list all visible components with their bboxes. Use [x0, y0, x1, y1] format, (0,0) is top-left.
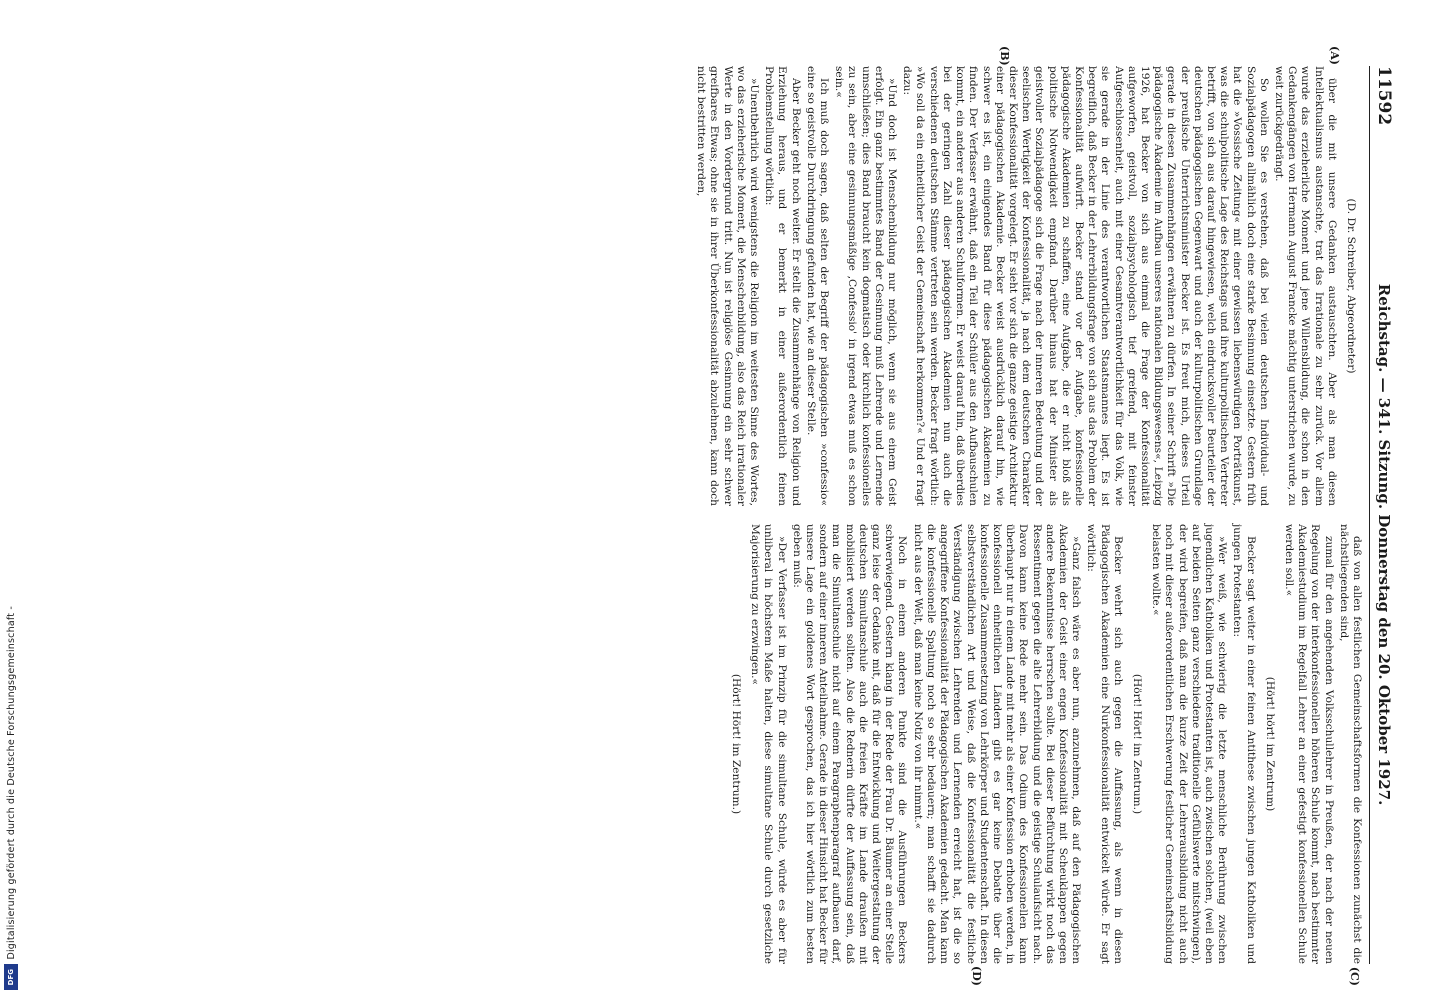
interjection: (Hört! hört! im Zentrum)	[1263, 676, 1276, 812]
digitization-note: Digitalisierung gefördert durch die Deutsche Forschungsgemeinschaft -	[5, 606, 17, 960]
page-title: Reichstag. — 341. Sitzung. Donnerstag den 20. Oktober 1927.	[1375, 283, 1393, 806]
dfg-logo: DFG	[4, 964, 18, 990]
speaker-line: (D. Dr. Schreiber, Abgeordneter)	[1345, 198, 1357, 374]
quote-paragraph: »Unentbehrlich wird wenigstens die Religion im weitesten Sinne des Wortes, wo das erzieherische Moment, die Menschenbildung, also das Reich irrationaler Werte in den Vordergrund tritt. Nun ist religiöse Gesinnung ein sehr schwer greifbares Etwas; ohne sie in ihrer Überkonfessionalität abzulehnen, kann doch nicht bestritten werden,	[695, 66, 761, 506]
left-column	[692, 46, 1363, 506]
text-columns	[692, 46, 1363, 986]
page-header	[1369, 66, 1394, 964]
right-column	[692, 524, 1363, 986]
margin-marker-a: (A)	[1328, 46, 1341, 65]
margin-marker-b: (B)	[998, 46, 1011, 66]
paragraph: daß von allen festlichen Gemeinschaftsformen die Konfessionen zunächst die nächstliegenden sind,	[1337, 524, 1363, 964]
quote-paragraph: »Ganz falsch wäre es aber nun, anzunehmen, daß auf den Pädagogischen Akademien der Geist einer engen Konfessionalität mit Scheuklappen gegen andere Bekenntnisse herrschen sollte. Bei dieser Befürchtung wirkt noch das Ressentiment gegen die alte Lehrerbildung und die geistige Schulaufsicht nach. Davon kann keine Rede mehr sein. Das Odium des Konfessionellen kann überhaupt nur in einem Lande mit mehr als einer Konfession erhoben werden, in konfessionell einheitlichen Ländern gibt es gar keine Debatte über die konfessionelle Zusammensetzung von Lehrkörper und Studentenschaft. In diesen selbstverständlichen Art und Weise, daß die Konfessionalität die festliche Verständigung zwischen Lehrenden und Lernenden erreicht hat, ist die so angegriffene Konfessionalität der Pädagogischen Akademien gedacht. Man kann die konfessionelle Spaltung noch so sehr bedauern; man schafft sie dadurch nicht aus der Welt, daß man keine Notiz von ihr nimmt.«	[911, 524, 1083, 964]
paragraph: Ich muß doch sagen, daß selten der Begriff der pädagogischen »confessio« eine so geistvolle Durchdringung gefunden hat, wie an dieser Stelle.	[804, 66, 831, 506]
paragraph: Aber Becker geht noch weiter. Er stellt die Zusammenhänge von Religion und Erziehung heraus, und er bemerkt in einer außerordentlich feinen Problemstellung wörtlich:	[763, 66, 802, 506]
paragraph: Becker wehrt sich auch gegen die Auffassung, als wenn in diesen Pädagogischen Akademien eine Nurkonfessionalität entwickelt würde. Er sagt wörtlich:	[1085, 524, 1124, 964]
interjection: (Hört! Hört! im Zentrum.)	[730, 673, 743, 815]
sidebar	[0, 0, 22, 1000]
rotated-page	[219, 0, 1434, 1000]
interjection: (Hört! Hört! im Zentrum.)	[1130, 673, 1143, 815]
margin-marker-c: (C)	[1348, 966, 1361, 986]
quote-paragraph: zumal für den angehenden Volksschullehrer in Preußen, der nach der neuen Regelung von der interkonfessionellen höheren Schule kommt, nach bestimmter Akademiestudium im Regelfall Lehrer an einer gefestigt konfessionellen Schule werden soll.«	[1282, 524, 1335, 964]
quote-paragraph: »Und doch ist Menschenbildung nur möglich, wenn sie aus einem Geist erfolgt. Ein ganz bestimmtes Band der Gesinnung muß Lehrende und Lernende umschließen; dies Band braucht kein dogmatisch oder kirchlich konfessionelles zu sein, aber eine gesinnungsmäßige ‚Confessio' in irgend etwas muß es schon sein.«	[833, 66, 899, 506]
quote-paragraph: »Wer weiß, wie schwierig die letzte menschliche Berührung zwischen jugendlichen Katholiken und Protestanten ist, auch zwischen solchen, (weil eben auf beiden Seiten ganz verschiedene traditionelle Gefühlswerte mitschwingen), der wird begreifen, daß man die kurze Zeit der Lehrerausbildung nicht auch noch mit dieser außerordentlichen Erschwerung festlicher Gemeinschaftsbildung belasten wollte.«	[1150, 524, 1229, 964]
page-number: 11592	[1374, 66, 1394, 126]
paragraph: über die mit unsere Gedanken austauschten. Aber als man diesen Intellektualismus austanschte, trat das Irrationale zu sehr zurück. Vor allem wurde das erzieherliche Moment und jene Willensbildung, die schon in den Gedankengängen von Hermann August Francke mächtig unterstrichen wurde, zu weit zurückgedrängt.	[1272, 66, 1338, 506]
margin-marker-d: (D)	[970, 966, 983, 986]
quote-paragraph: »Der Verfasser ist im Prinzip für die simultane Schule, würde es aber für unliberal in höchstem Maße halten, diese simultane Schule durch gesetzliche Majorisierung zu erzwingen.«	[749, 524, 788, 964]
paragraph: So wollen Sie es verstehen, daß bei vielen deutschen Individual- und Sozialpädagogen allmählich doch eine starke Besinnung einsetzte. Gestern früh hat die »Vossische Zeitung« mit einer gewissen liebenswürdigen Porträtkunst, was die schulpolitische Lage des Reichstags und ihre kulturpolitischen Vertreter betrifft, von sich aus darauf hingewiesen, welch eindrucksvoller Beurteiler der deutschen pädagogischen Gegenwart und auch der kulturpolitischen Grundlage der preußische Unterrichtsminister Becker ist. Es freut mich, dieses Urteil gerade in diesen Zusammenhängen erwähnen zu dürfen. In seiner Schrift »Die pädagogische Akademie im Aufbau unseres nationalen Bildungswesens«, Leipzig 1926, hat Becker von sich aus einmal die Frage der Konfessionalität aufgeworfen, geistvoll, sozialpsychologisch tief greifend, mit feinster Aufgeschlossenheit, auch mit einer Gesamtverantwortlichkeit für das Volk, wie sie gerade in der Linie des verantwortlichen Staatsmannes liegt. Es ist begreiflich, daß Becker in der Lehrerbildungsfrage von sich aus das Problem der Konfessionalität aufwirft. Becker stand vor der Aufgabe, konfessionelle pädagogische Akademien zu schaffen, eine Aufgabe, die er nicht bloß als politische Notwendigkeit empfand. Darüber hinaus hat der Minister als geistvoller Sozialpädagoge sich die Frage nach der inneren Bedeutung und der seelischen Wertigkeit der Konfessionalität, ja nach dem deutschen Charakter dieser Konfessionalität vorgelegt. Er sieht vor sich die ganze geistige Architektur einer pädagogischen Akademie. Becker weist ausdrücklich darauf hin, wie schwer es ist, ein einigendes Band für diese pädagogischen Akademien zu finden. Der Verfasser erwähnt, daß ein Teil der Schüler aus den Aufbauschulen kommt, ein anderer aus anderen Schulformen. Er weist darauf hin, daß überdies bei der geringen Zahl dieser pädagogischen Akademien nun auch die verschiedenen deutschen Stämme vertreten sein werden. Becker fragt wörtlich: »Wo soll da ein einheitlicher Geist der Gemeinschaft herkommen?« Und er fragt dazu:	[901, 66, 1270, 506]
paragraph: Becker sagt weiter in einer feinen Antithese zwischen jungen Katholiken und jungen Protestanten:	[1231, 524, 1257, 964]
paragraph: Noch in einem anderen Punkte sind die Ausführungen Beckers schwerwiegend. Gestern klang in der Rede der Frau Dr. Bäumer an einer Stelle ganz leise der Gedanke mit, daß für die Entwicklung und Weitergestaltung der deutschen Simultanschule auch die freien Kräfte im Lande draußen mit mobilisiert werden sollten. Also die Rednerin dürfte der Auffassung sein, daß man die Simultanschule nicht auf einem Paragraphenparagraf aufbauen darf, sondern auf einer inneren Anteilnahme. Gerade in dieser Hinsicht hat Becker für unsere Lage ein goldenes Wort gesprochen, das ich hier wörtlich zum besten geben muß:	[790, 524, 909, 964]
